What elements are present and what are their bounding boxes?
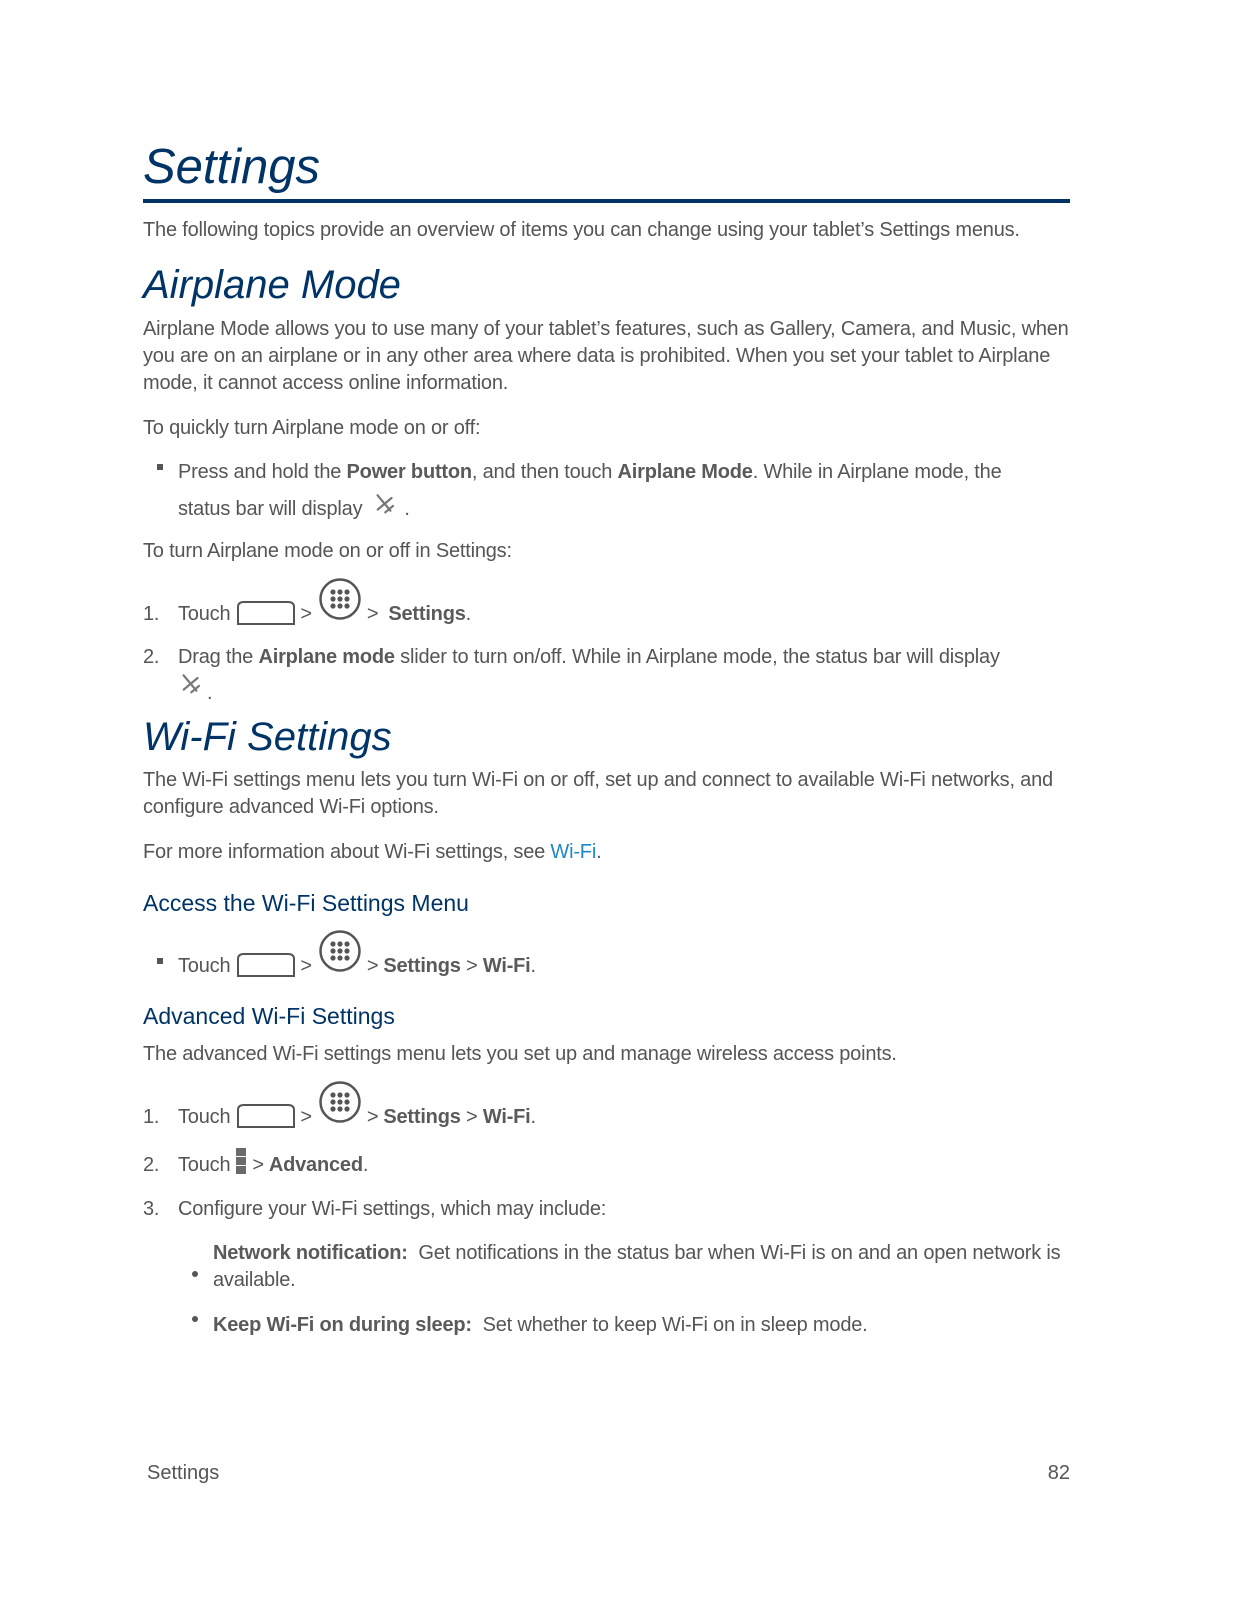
airplane-mode-slider-label: Airplane mode xyxy=(258,645,395,668)
bullet-dot xyxy=(192,1316,198,1322)
menu-icon xyxy=(235,1147,247,1175)
airplane-icon xyxy=(372,491,396,515)
access-wifi-heading: Access the Wi-Fi Settings Menu xyxy=(143,889,469,916)
footer-section: Settings xyxy=(147,1462,220,1484)
advanced-step-3: 3. Configure your Wi-Fi settings, which may include: xyxy=(143,1197,607,1220)
home-icon xyxy=(236,600,296,626)
advanced-label: Advanced xyxy=(268,1153,363,1176)
settings-label: Settings xyxy=(388,602,466,625)
page-number: 82 xyxy=(1047,1462,1070,1484)
airplane-quick-intro: To quickly turn Airplane mode on or off: xyxy=(143,416,481,439)
page-footer xyxy=(147,1462,1070,1485)
advanced-step-1: 1. Touch > > Settings > Wi-Fi . xyxy=(143,1080,1070,1131)
wifi-settings-paragraph: The Wi-Fi settings menu lets you turn Wi-Fi on or off, set up and connect to available Wi-Fi networks, and configure advanced Wi-Fi options. xyxy=(143,768,1053,818)
bullet-square xyxy=(157,464,163,470)
wifi-link[interactable]: Wi-Fi xyxy=(550,840,597,863)
home-icon xyxy=(236,952,296,978)
access-wifi-bullet: Touch > > Settings > Wi-Fi . xyxy=(143,929,1070,980)
intro-paragraph: The following topics provide an overview of items you can change using your tablet’s Settings menus. xyxy=(143,218,1020,241)
settings-label: Settings xyxy=(383,1105,461,1128)
apps-icon xyxy=(318,1080,362,1124)
page-content xyxy=(143,138,1070,1339)
page-title: Settings xyxy=(143,138,1070,203)
list-item: Network notification: Get notifications in the status bar when Wi-Fi is on and an open network is available. xyxy=(178,1240,1070,1294)
wifi-label: Wi-Fi xyxy=(482,955,531,978)
wifi-options-list xyxy=(143,1240,1070,1339)
settings-label: Settings xyxy=(383,955,461,978)
airplane-quick-bullet: Press and hold the Power button, and then touch Airplane Mode. While in Airplane mode, the status bar will display . xyxy=(143,459,1070,523)
airplane-mode-heading: Airplane Mode xyxy=(143,262,401,307)
wifi-more-info: For more information about Wi-Fi settings, see Wi-Fi. xyxy=(143,840,602,863)
airplane-step-2: 2. Drag the Airplane mode slider to turn on/off. While in Airplane mode, the status bar will display . xyxy=(143,645,1000,704)
advanced-wifi-paragraph: The advanced Wi-Fi settings menu lets you set up and manage wireless access points. xyxy=(143,1042,897,1065)
wifi-label: Wi-Fi xyxy=(482,1105,531,1128)
wifi-settings-heading: Wi-Fi Settings xyxy=(143,714,392,759)
list-item: Keep Wi-Fi on during sleep: Set whether to keep Wi-Fi on in sleep mode. xyxy=(178,1312,1070,1339)
apps-icon xyxy=(318,577,362,621)
airplane-settings-intro: To turn Airplane mode on or off in Settings: xyxy=(143,539,512,562)
home-icon xyxy=(236,1103,296,1129)
power-button-label: Power button xyxy=(346,460,472,483)
advanced-wifi-heading: Advanced Wi-Fi Settings xyxy=(143,1003,395,1030)
airplane-step-1: 1. Touch > > Settings . xyxy=(143,577,1070,628)
airplane-icon xyxy=(178,671,202,695)
airplane-mode-paragraph: Airplane Mode allows you to use many of your tablet’s features, such as Gallery, Camera, and Music, when you are on an airplane or in any other area where data is prohibited. When you set your tablet to Airplane mode, it cannot access online information. xyxy=(143,317,1069,394)
bullet-square xyxy=(157,958,163,964)
airplane-mode-label: Airplane Mode xyxy=(617,460,753,483)
advanced-step-2: 2. Touch > Advanced . xyxy=(143,1147,1070,1179)
bullet-dot xyxy=(192,1271,198,1277)
apps-icon xyxy=(318,929,362,973)
